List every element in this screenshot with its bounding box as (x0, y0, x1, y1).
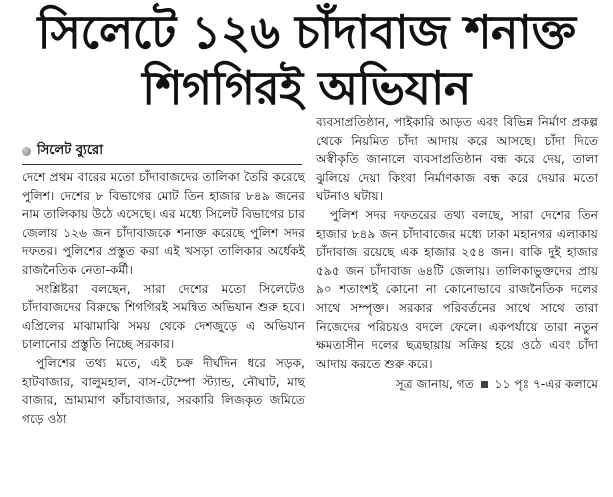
bullet-icon (22, 147, 31, 156)
byline-text: সিলেট ব্যুরো (37, 143, 103, 158)
paragraph: দেশে প্রথম বারের মতো চাঁদাবাজদের তালিকা তৈরি করেছে পুলিশ। দেশের ৮ বিভাগের মোট তিন হাজার ৮৪৯ জনের নাম তালিকায় উঠে এসেছে। এর মধ্যে সিলেট বিভাগের চার জেলায় ১২৬ জন চাঁদাবাজকে শনাক্ত করেছে পুলিশ সদর দফতর। পুলিশের প্রস্তুত করা এই খসড়া তালিকার অর্ধেকই রাজনৈতিক নেতা-কর্মী। (22, 170, 305, 277)
continuation-line (316, 375, 598, 394)
byline-divider (22, 164, 302, 165)
continuation-jump: ১১ পৃঃ ৭-এর কলামে (494, 377, 598, 392)
paragraph: পুলিশ সদর দফতরের তথ্য বলছে, সারা দেশের তিন হাজার ৮৪৯ জন চাঁদাবাজের মধ্যে ঢাকা মহানগর এলাকায় চাঁদাবাজ রয়েছে এক হাজার ২৫৪ জন। বাকি দুই হাজার ৫৯৫ জন চাঁদাবাজ ৬৪টি জেলায়। তালিকাভুক্তদের প্রায় ৯০ শতাংশই কোনো না কোনোভাবে রাজনৈতিক দলের সাথে সম্পৃক্ত। সরকার পরিবর্তনের সাথে সাথে তারা নিজেদের পরিচয়ও বদলে ফেলে। একপর্যায়ে তারা নতুন ক্ষমতাসীন দলের ছত্রছায়ায় সক্রিয় হয়ে ওঠে এবং চাঁদা আদায় করতে শুরু করে। (316, 207, 598, 371)
paragraph: পুলিশের তথ্য মতে, এই চক্র দীর্ঘদিন ধরে সড়ক, হাটবাজার, বালুমহাল, বাস-টেম্পো স্ট্যান্ড, নৌঘাট, মাছ বাজার, ভ্রাম্যমাণ কাঁচাবাজার, সরকারি লিজকৃত জমিতে গড়ে ওঠা (22, 355, 305, 426)
paragraph: ব্যবসাপ্রতিষ্ঠান, পাইকারি আড়ত এবং বিভিন্ন নির্মাণ প্রকল্প থেকে নিয়মিত চাঁদা আদায় করে আসছে। চাঁদা দিতে অস্বীকৃতি জানালে ব্যবসাপ্রতিষ্ঠান বন্ধ করে দেয়, তালা ঝুলিয়ে দেয়া কিংবা নির্মাণকাজ বন্ধ করে দেয়ার মতো ঘটনাও ঘটায়। (316, 115, 598, 204)
paragraph: সংশ্লিষ্টরা বলছেন, সারা দেশের মতো সিলেটেও চাঁদাবাজদের বিরুদ্ধে শিগগিরই সমন্বিত অভিযান শুরু হবে। এপ্রিলের মাঝামাঝি সময় থেকে দেশজুড়ে এ অভিযান চালানোর প্রস্তুতি নিচ্ছে সরকার। (22, 281, 305, 352)
headline-line-1: সিলেটে ১২৬ চাঁদাবাজ শনাক্ত (37, 5, 576, 59)
byline (22, 142, 103, 160)
square-bullet-icon (481, 381, 488, 388)
continuation-text: সূত্র জানায়, গত (395, 377, 474, 392)
article-column-left (22, 168, 305, 428)
article-column-right (316, 113, 598, 394)
headline (0, 4, 613, 116)
headline-line-2: শিগগিরই অভিযান (142, 61, 471, 115)
